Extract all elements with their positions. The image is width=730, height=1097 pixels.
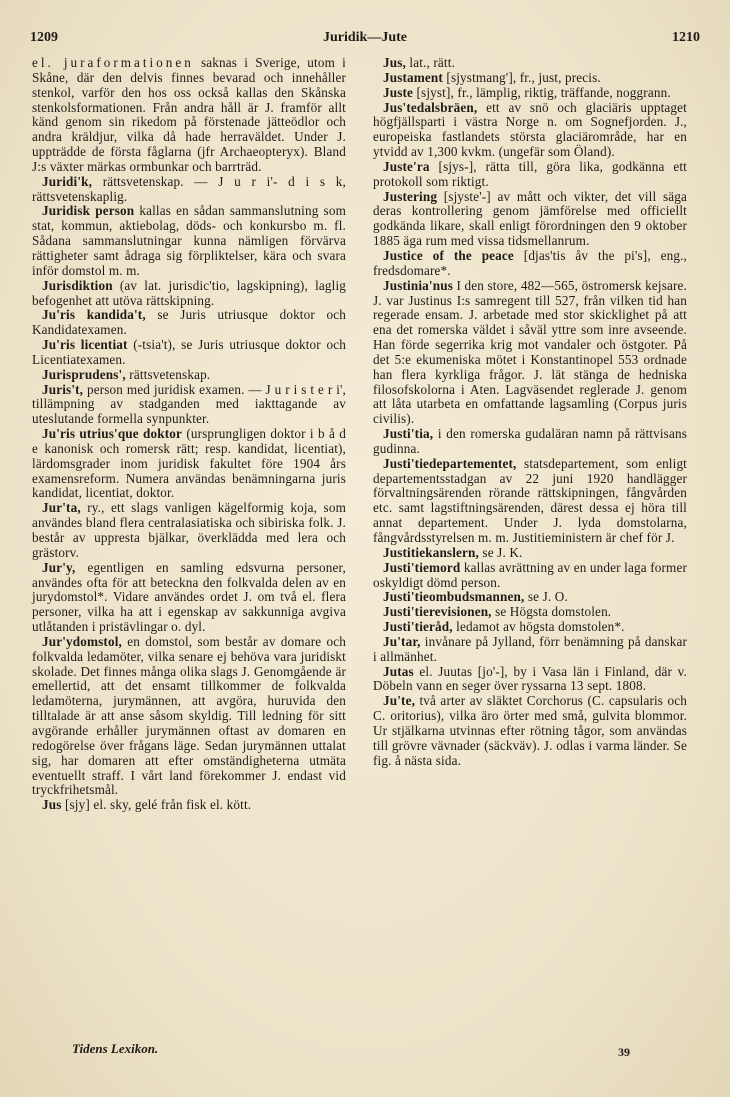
lexicon-entry <box>32 175 346 205</box>
lexicon-entry <box>373 620 687 635</box>
entry-headword: Jur'ta, <box>42 500 81 516</box>
lexicon-entry <box>373 665 687 695</box>
entry-text: ett av snö och glaciäris upptaget högfjällsparti i västra Norge n. om Sognefjorden. J., europeiska fastlandets största glaciärområde, har en ytvidd av 1,300 kvkm. (ungefär som Öland). <box>373 99 687 160</box>
lexicon-entry <box>32 308 346 338</box>
entry-text: en domstol, som består av domare och folkvalda ledamöter, vilka senare ej behöva vara juridiskt skolade. Det finnes många olika slags J. Genomgående är emellertid, att det ensamt tillkommer de folkvalda ledamöterna, jurymännen, att avgöra, huruvida den tilltalade är att anse såsom skyldig. Till ledning för sitt avgörande erhåller jurymännen oftast av domaren en redogörelse över frågans läge. Sedan jurymännen uttalat sig, har domaren att efter omständigheterna utmäta eventuellt straff. I vårt land förekommer J. endast vid tryckfrihetsmål. <box>32 633 346 798</box>
entry-headword: Juste <box>383 84 414 100</box>
entry-headword: Justering <box>383 188 438 204</box>
lexicon-entry <box>373 279 687 427</box>
lexicon-entry <box>373 160 687 190</box>
entry-text: ry., ett slags vanligen kägelformig koja, som användes bland flera centralasiatiska och sibiriska folk. J. består av uppresta bjälkar, överklädda med lera och grästorv. <box>32 500 346 560</box>
lexicon-entry <box>373 457 687 546</box>
entry-text: i den romerska gudaläran namn på rättvisans gudinna. <box>373 426 687 456</box>
entry-headword: Justament <box>383 69 443 85</box>
entry-text: se J. O. <box>524 589 568 605</box>
entry-headword: Jur'ydomstol, <box>42 633 122 649</box>
entry-text: ledamot av högsta domstolen*. <box>452 619 625 635</box>
entry-headword: Ju'ris kandida't, <box>42 307 146 323</box>
lexicon-entry <box>373 249 687 279</box>
lexicon-entry <box>32 798 346 813</box>
entry-text: I den store, 482—565, östromersk kejsare. J. var Justinus I:s samregent till 527, från vilken tid han regerade ensam. J. arbetade med stor skicklighet på att ena det romerska väldet i såväl yttre som inre avseende. Han förde segerrika krig mot vandaler och östgoter. På det 5:e ekumeniska mötet i Konstantinopel 553 ordnade han flera kyrkliga frågor. J. lät stänga de hedniska filosofskolorna i Aten. Lagväsendet reglerade J. genom att låta utarbeta en omfattande lagsamling (Corpus juris civilis). <box>373 277 687 427</box>
entry-text: [sjyst], fr., lämplig, riktig, träffande, noggrann. <box>413 84 671 100</box>
entry-text: kallas avrättning av en under laga former oskyldigt dömd person. <box>373 559 687 590</box>
entry-text: rättsvetenskap. <box>125 366 211 382</box>
lexicon-entry <box>32 383 346 428</box>
entry-text: två arter av släktet Corchorus (C. capsularis och C. oritorius), vilka äro örter med små, gulvita blommor. Ur stjälkarna utvinnas efter rötning tågor, som användas till grövre vävnader (säckväv). J. odlas i varma länder. Se fig. å nästa sida. <box>373 693 687 768</box>
publication-name: Tidens Lexikon. <box>72 1041 159 1056</box>
entry-text: person med juridisk examen. — J u r i s t e r i', tillämpning av stadganden med iakttagande av uteslutande formella synpunkter. <box>32 381 346 427</box>
entry-text: kallas en sådan sammanslutning som stat, kommun, aktiebolag, döds- och konkursbo m. fl. Sådana sammanslutningar kunna nämligen förvärva rättigheter samt ådraga sig förpliktelser, kära och svara inför domstol m. m. <box>32 203 346 278</box>
entry-headword: Jur'y, <box>42 559 76 575</box>
entry-text: rättsvetenskap. — J u r i'- d i s k, rättsvetenskaplig. <box>32 173 346 204</box>
lexicon-entry <box>32 338 346 368</box>
lexicon-entry <box>373 56 687 71</box>
entry-text: se J. K. <box>478 544 523 560</box>
entry-headword: Justi'tiemord <box>383 559 461 575</box>
page-header <box>30 30 700 52</box>
entry-headword: Jus, <box>383 55 406 70</box>
lexicon-entry <box>373 546 687 561</box>
entry-headword: Justi'tiedepartementet, <box>383 455 517 471</box>
lexicon-entry <box>32 561 346 635</box>
entry-text: egentligen en samling edsvurna personer, användes ofta för att beteckna den folkvalda delen av en jurydomstol*. Vidare användes ordet J. om två el. flera personer, vilka ha att i egenskap av sakkunniga avgiva utlåtanden i pristävlingar o. dyl. <box>32 559 346 635</box>
entry-text: [sjyste'-] av mått och vikter, det vill säga deras kontrollering genom jämförelse med officiellt godkända likare, skall enligt förordningen den 9 oktober 1885 äga rum med vissa tidsmellanrum. <box>373 188 687 249</box>
lexicon-entry <box>32 56 346 175</box>
entry-text: se Högsta domstolen. <box>491 604 612 620</box>
right-column <box>373 56 687 769</box>
lexicon-entry <box>373 86 687 101</box>
lexicon-entry <box>373 605 687 620</box>
entry-headword: Jurisprudens', <box>42 366 126 382</box>
entry-headword: Justinia'nus <box>383 277 453 293</box>
page-number-right: 1210 <box>672 30 700 45</box>
lexicon-entry <box>32 635 346 798</box>
page-footer <box>72 1041 700 1061</box>
signature-number: 39 <box>618 1045 630 1059</box>
entry-text: invånare på Jylland, förr benämning på danskar i allmänhet. <box>373 633 687 664</box>
lexicon-entry <box>32 501 346 560</box>
running-title: Juridik—Jute <box>322 30 407 45</box>
lexicon-entry <box>32 279 346 309</box>
entry-headword: Justitiekanslern, <box>383 544 479 560</box>
entry-headword: Juris't, <box>42 381 84 397</box>
lexicon-entry <box>32 427 346 501</box>
entry-text: [djas'tis åv the pi's], eng., fredsdomare*. <box>373 247 687 278</box>
lexicon-entry <box>373 427 687 457</box>
entry-headword: Ju'tar, <box>383 633 421 649</box>
entry-spaced-lead: el. juraformationen <box>32 55 194 70</box>
entry-text: lat., rätt. <box>405 55 456 70</box>
entry-text: [sjys-], rätta till, göra lika, godkänna ett protokoll som riktigt. <box>373 158 687 189</box>
lexicon-entry <box>373 101 687 160</box>
lexicon-entry <box>373 635 687 665</box>
entry-text: [sjy] el. sky, gelé från fisk el. kött. <box>61 797 252 813</box>
entry-text: (-tsia't), se Juris utriusque doktor och Licentiatexamen. <box>32 337 346 367</box>
left-column <box>32 56 346 813</box>
entry-text: se Juris utriusque doktor och Kandidatexamen. <box>32 307 346 338</box>
lexicon-entry <box>373 71 687 86</box>
entry-text: saknas i Sverige, utom i Skåne, där den delvis finnes bevarad och innehåller stenkol, varför den hos oss också kallas den Skånska stenkolsformationen. Från andra håll är J. framför allt känd genom sin rikedom på förstenade jätteödlor och andra kräldjur, vilka då hade herraväldet. Under J. uppträdde de första fåglarna (jfr Archaeopteryx). Bland J:s växter märkas ormbunkar och barrträd. <box>32 55 346 174</box>
entry-text: (ursprungligen doktor i b å d e kanonisk och romersk rätt; resp. kandidat, licentiat), lärdomsgrader inom juridisk fakultet före 1904 års examensreform. Numera användas benämningarna juris kandidat, licentiat, doktor. <box>32 426 346 501</box>
lexicon-entry <box>32 204 346 278</box>
entry-headword: Justi'tia, <box>383 426 434 442</box>
lexicon-entry <box>373 590 687 605</box>
entry-headword: Jus <box>42 797 62 813</box>
entry-headword: Juste'ra <box>383 158 430 174</box>
entry-headword: Ju'te, <box>383 693 416 709</box>
entry-headword: Justi'tieråd, <box>383 619 453 635</box>
entry-text: el. Juutas [jo'-], by i Vasa län i Finland, där v. Döbeln vann en seger över ryssarna 13 sept. 1808. <box>373 663 687 694</box>
entry-headword: Justi'tierevisionen, <box>383 604 492 620</box>
page-number-left: 1209 <box>30 30 58 45</box>
entry-headword: Jus'tedalsbräen, <box>383 99 478 115</box>
lexicon-entry <box>32 368 346 383</box>
entry-headword: Jurisdiktion <box>42 277 113 293</box>
entry-headword: Jutas <box>383 663 414 679</box>
entry-headword: Ju'ris licentiat <box>42 337 128 353</box>
lexicon-entry <box>373 190 687 249</box>
lexicon-entry <box>373 694 687 768</box>
entry-headword: Justi'tieombudsmannen, <box>383 589 525 605</box>
entry-headword: Justice of the peace <box>383 247 514 263</box>
entry-text: (av lat. jurisdic'tio, lagskipning), laglig befogenhet att utöva rättskipning. <box>32 277 346 308</box>
entry-headword: Juridi'k, <box>42 173 93 189</box>
entry-headword: Ju'ris utrius'que doktor <box>42 426 183 442</box>
entry-text: [sjystmang'], fr., just, precis. <box>442 69 601 85</box>
entry-headword: Juridisk person <box>42 203 135 219</box>
lexicon-entry <box>373 561 687 591</box>
entry-text: statsdepartement, som enligt departementsstadgan av 22 juni 1920 handlägger förvaltningsärenden rörande rättskipningen, fångvården etc. samt lagstiftningsärenden, därest dessa ej höra till annat departement. Under J. lyda domstolarna, fångvårdsstyrelsen m. m. Justitieministern är chef för J. <box>373 455 687 545</box>
